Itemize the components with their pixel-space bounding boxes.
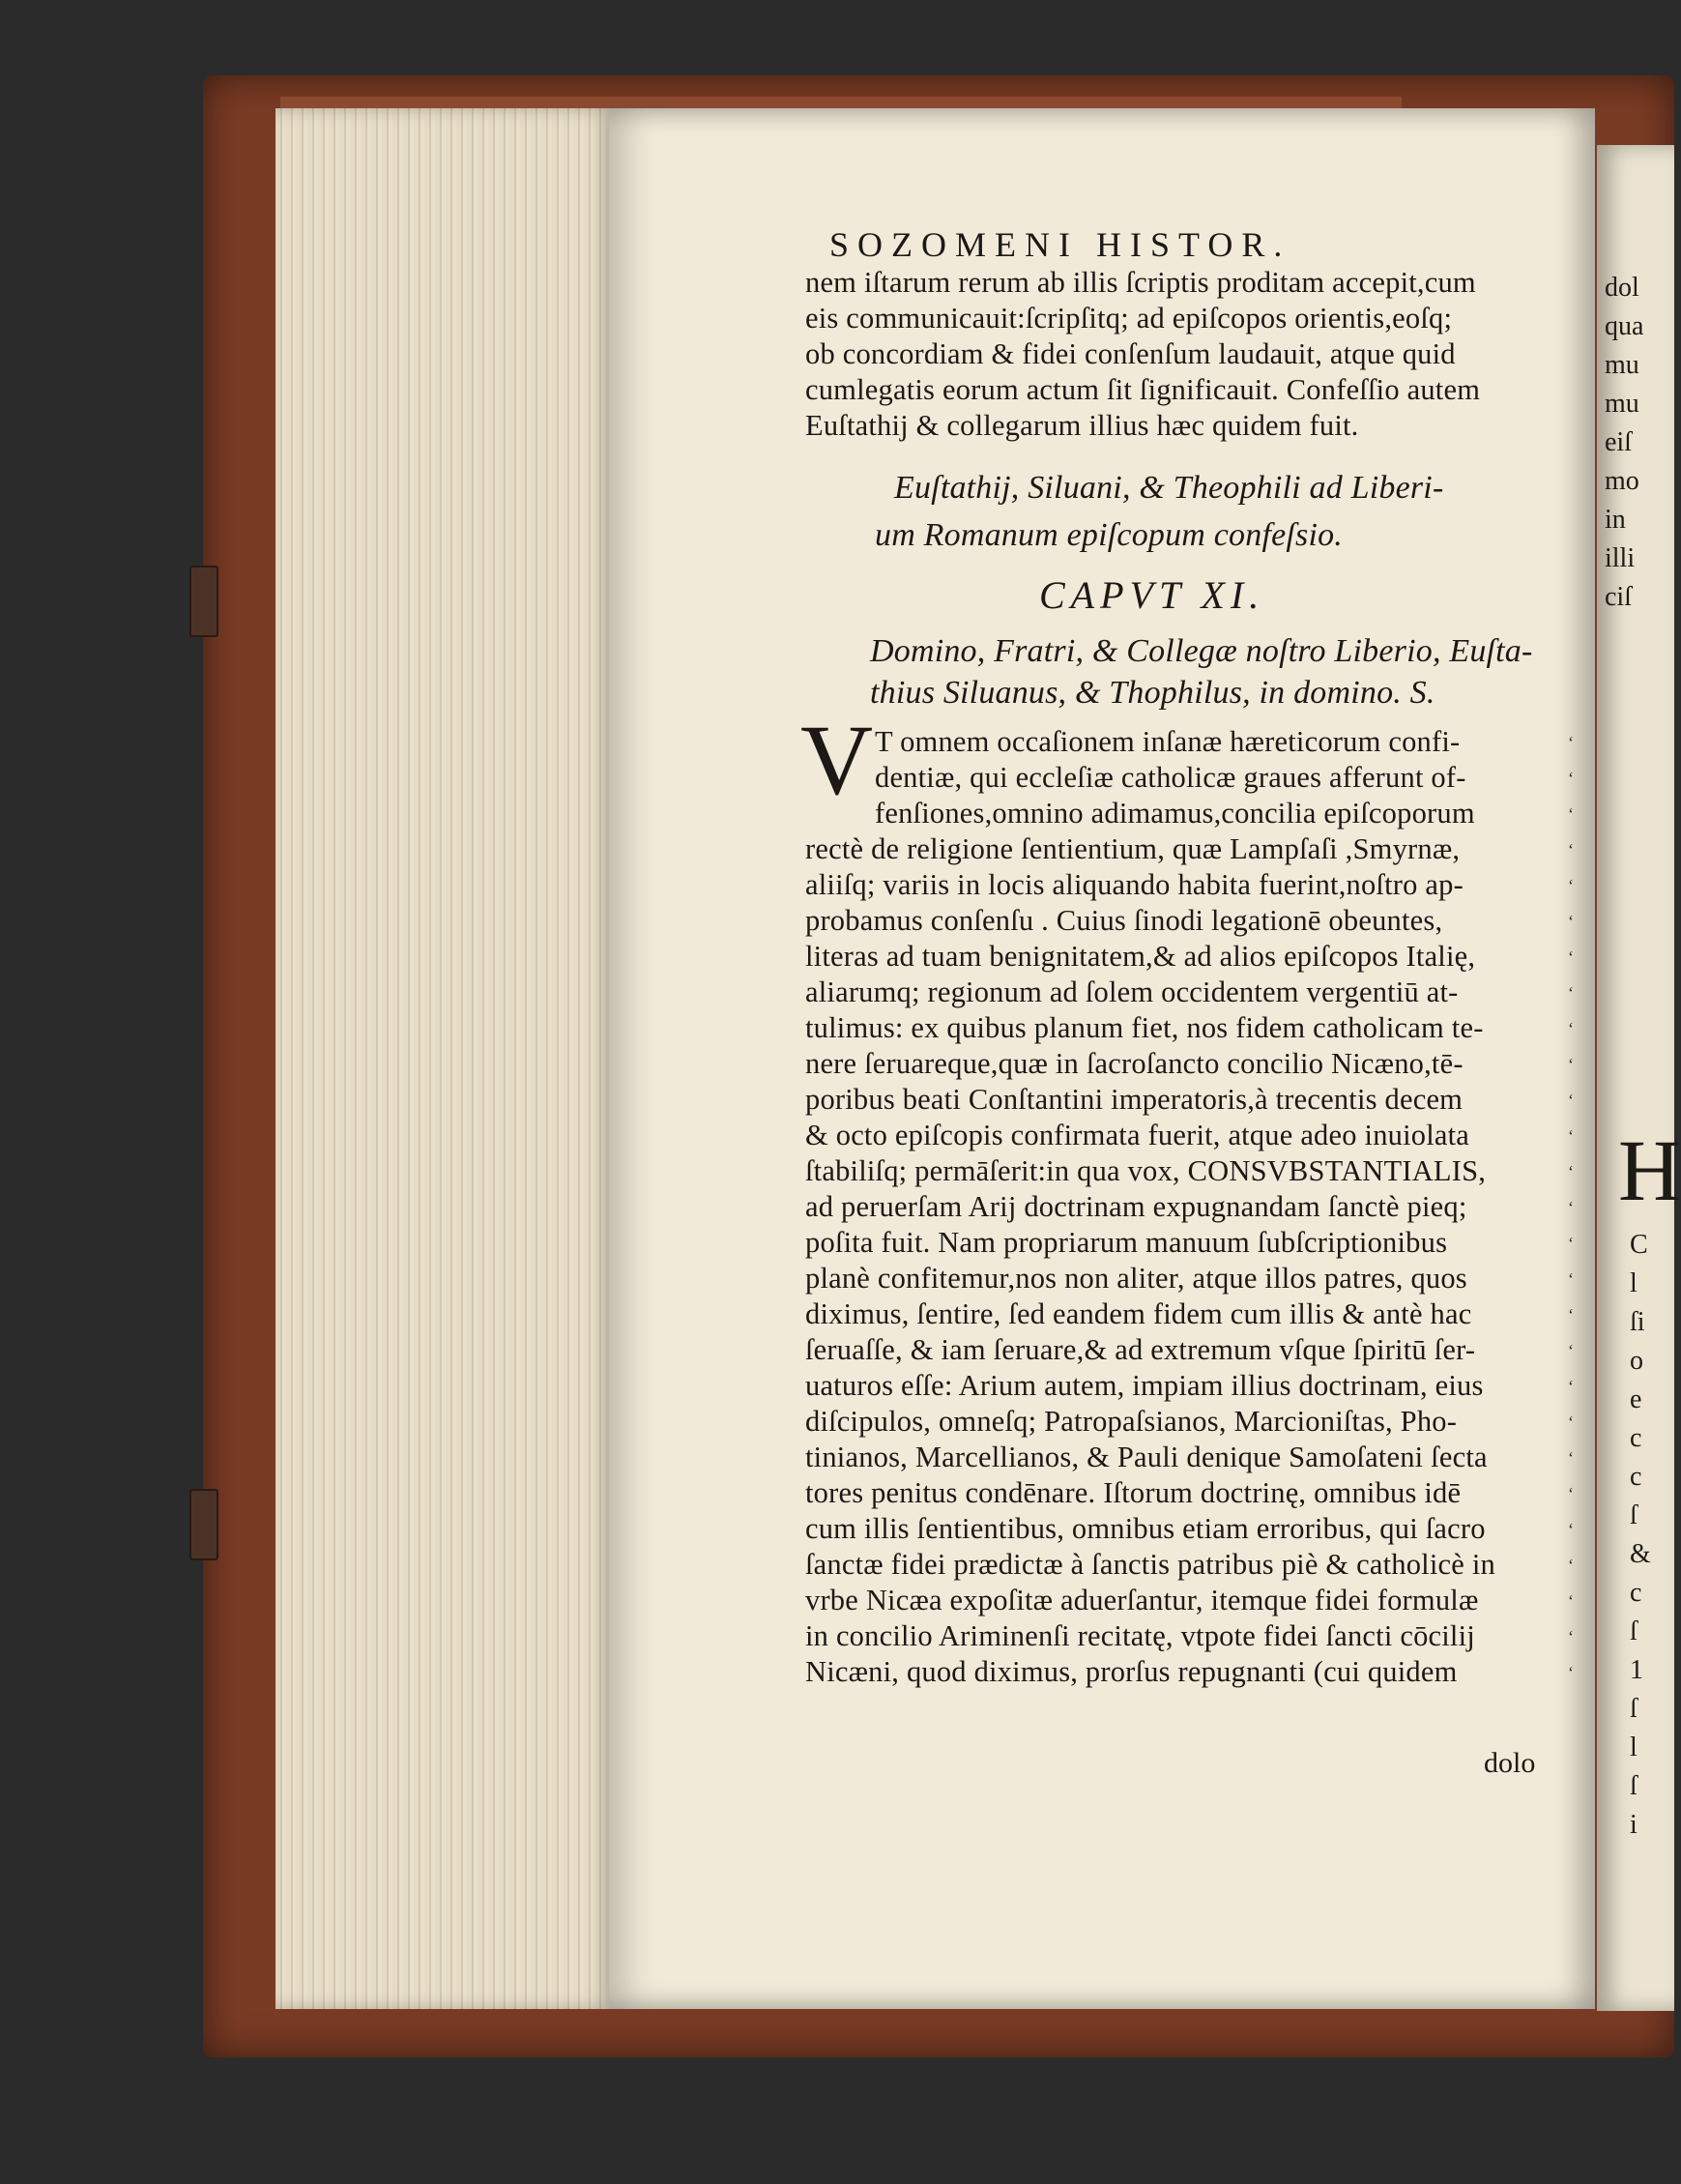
- quote-mark: ‘: [1568, 1663, 1574, 1682]
- next-page-text: ſ: [1630, 1616, 1638, 1646]
- quote-mark: ‘: [1568, 1484, 1574, 1503]
- quote-mark: ‘: [1568, 1377, 1574, 1396]
- chapter-title-line: um Romanum epiſcopum confeſsio.: [875, 517, 1344, 553]
- next-page-text: mo: [1605, 466, 1639, 496]
- text-line: vrbe Nicæa expoſitæ aduerſantur, itemque fidei formulæ: [805, 1584, 1479, 1616]
- quote-mark: ‘: [1568, 947, 1574, 967]
- next-page-text: l: [1630, 1733, 1638, 1762]
- next-page-text: ſ: [1630, 1694, 1638, 1724]
- text-line: poribus beati Conſtantini imperatoris,à trecentis decem: [805, 1083, 1464, 1116]
- text-line: in concilio Ariminenſi recitatę, vtpote fidei ſancti cōcilij: [805, 1619, 1475, 1652]
- page-block-edges: [275, 108, 614, 2009]
- quote-mark: ‘: [1568, 876, 1574, 895]
- text-line: diximus, ſentire, ſed eandem fidem cum illis & antè hac: [805, 1297, 1472, 1330]
- clasp-lower: [189, 1489, 218, 1560]
- quote-mark: ‘: [1568, 1019, 1574, 1038]
- right-page-fragment: [1597, 145, 1681, 2011]
- next-page-text: l: [1630, 1268, 1638, 1298]
- quote-mark: ‘: [1568, 1591, 1574, 1611]
- quote-mark: ‘: [1568, 1234, 1574, 1253]
- quote-mark: ‘: [1568, 1627, 1574, 1646]
- next-page-text: i: [1630, 1810, 1638, 1840]
- text-line: fenſiones,omnino adimamus,concilia epiſcoporum: [875, 797, 1475, 830]
- next-page-text: qua: [1605, 311, 1644, 341]
- text-line: literas ad tuam benignitatem,& ad alios epiſcopos Italię,: [805, 940, 1476, 973]
- quote-mark: ‘: [1568, 769, 1574, 788]
- next-page-text: ſi: [1630, 1307, 1645, 1337]
- text-line: diſcipulos, omneſq; Patropaſsianos, Marcioniſtas, Pho-: [805, 1405, 1458, 1438]
- quote-mark: ‘: [1568, 804, 1574, 824]
- quote-mark: ‘: [1568, 1091, 1574, 1110]
- quote-mark: ‘: [1568, 1341, 1574, 1360]
- text-line: ſanctæ fidei prædictæ à ſanctis patribus piè & catholicè in: [805, 1548, 1495, 1581]
- next-page-text: 1: [1630, 1655, 1643, 1685]
- quote-mark: ‘: [1568, 1448, 1574, 1468]
- quote-mark: ‘: [1568, 733, 1574, 752]
- quote-mark: ‘: [1568, 1556, 1574, 1575]
- text-line: aliiſq; variis in locis aliquando habita fuerint,noſtro ap-: [805, 868, 1464, 901]
- quote-mark: ‘: [1568, 1520, 1574, 1539]
- text-line: Euſtathij & collegarum illius hæc quidem fuit.: [805, 409, 1359, 442]
- salutation-line: Domino, Fratri, & Collegæ noſtro Liberio, Euſta-: [870, 633, 1533, 669]
- quote-mark: ‘: [1568, 1412, 1574, 1432]
- quote-mark: ‘: [1568, 1055, 1574, 1074]
- text-line: rectè de religione ſentientium, quæ Lampſaſi ,Smyrnæ,: [805, 832, 1461, 865]
- next-page-text: C: [1630, 1230, 1648, 1260]
- salutation-line: thius Siluanus, & Thophilus, in domino. S.: [870, 675, 1435, 711]
- text-line: poſita fuit. Nam propriarum manuum ſubſcriptionibus: [805, 1226, 1448, 1259]
- text-line: nem iſtarum rerum ab illis ſcriptis proditam accepit,cum: [805, 266, 1476, 299]
- next-page-text: ciſ: [1605, 582, 1632, 612]
- next-page-text: c: [1630, 1462, 1642, 1492]
- next-page-text: eiſ: [1605, 427, 1632, 457]
- quote-mark: ‘: [1568, 1126, 1574, 1146]
- drop-cap: V: [800, 705, 874, 816]
- text-line: cum illis ſentientibus, omnibus etiam erroribus, qui ſacro: [805, 1512, 1486, 1545]
- text-line: ad peruerſam Arij doctrinam expugnandam ſanctè pieq;: [805, 1190, 1467, 1223]
- text-line: dentiæ, qui eccleſiæ catholicæ graues afferunt of-: [875, 761, 1466, 794]
- quote-mark: ‘: [1568, 1305, 1574, 1325]
- next-page-text: ſ: [1630, 1771, 1638, 1801]
- text-line: tores penitus condēnare. Iſtorum doctrinę, omnibus idē: [805, 1476, 1462, 1509]
- clasp-upper: [189, 566, 218, 637]
- chapter-title-line: Euſtathij, Siluani, & Theophili ad Liberi-: [894, 470, 1444, 506]
- next-page-text: c: [1630, 1423, 1642, 1453]
- next-page-text: e: [1630, 1384, 1642, 1414]
- text-line: tinianos, Marcellianos, & Pauli denique Samoſateni ſecta: [805, 1441, 1488, 1473]
- quote-mark: ‘: [1568, 840, 1574, 859]
- text-line: ſtabiliſq; permāſerit:in qua vox, CONSVBSTANTIALIS,: [805, 1154, 1487, 1187]
- text-line: & octo epiſcopis confirmata fuerit, atque adeo inuiolata: [805, 1119, 1470, 1151]
- text-line: Nicæni, quod diximus, prorſus repugnanti (cui quidem: [805, 1655, 1458, 1688]
- next-page-text: c: [1630, 1578, 1642, 1608]
- text-line: aliarumq; regionum ad ſolem occidentem vergentiū at-: [805, 976, 1459, 1008]
- quote-mark: ‘: [1568, 912, 1574, 931]
- text-line: T omnem occaſionem inſanæ hæreticorum confi-: [875, 725, 1461, 758]
- quote-mark: ‘: [1568, 983, 1574, 1003]
- quote-mark: ‘: [1568, 1198, 1574, 1217]
- text-line: eis communicauit:ſcripſitq; ad epiſcopos orientis,eoſq;: [805, 302, 1453, 335]
- quote-mark: ‘: [1568, 1269, 1574, 1289]
- text-line: planè confitemur,nos non aliter, atque illos patres, quos: [805, 1262, 1467, 1295]
- next-page-text: o: [1630, 1346, 1643, 1376]
- text-line: ob concordiam & fidei conſenſum laudauit, atque quid: [805, 337, 1456, 370]
- chapter-heading: CAPVT XI.: [1039, 573, 1265, 617]
- next-page-initial: H: [1618, 1123, 1681, 1219]
- quote-mark: ‘: [1568, 1162, 1574, 1181]
- next-page-text: in: [1605, 505, 1626, 535]
- next-page-text: ſ: [1630, 1500, 1638, 1530]
- catchword: dolo: [1484, 1747, 1536, 1779]
- running-header: SOZOMENI HISTOR.: [829, 225, 1291, 264]
- text-line: uaturos eſſe: Arium autem, impiam illius doctrinam, eius: [805, 1369, 1484, 1402]
- text-line: nere ſeruareque,quæ in ſacroſancto concilio Nicæno,tē-: [805, 1047, 1464, 1080]
- text-line: ſeruaſſe, & iam ſeruare,& ad extremum vſque ſpiritū ſer-: [805, 1333, 1476, 1366]
- next-page-text: mu: [1605, 389, 1639, 419]
- next-page-text: dol: [1605, 273, 1639, 303]
- next-page-text: mu: [1605, 350, 1639, 380]
- next-page-text: illi: [1605, 543, 1636, 573]
- text-line: cumlegatis eorum actum ſit ſignificauit. Confeſſio autem: [805, 373, 1481, 406]
- next-page-text: &: [1630, 1539, 1651, 1569]
- text-line: probamus conſenſu . Cuius ſinodi legationē obeuntes,: [805, 904, 1443, 937]
- text-line: tulimus: ex quibus planum fiet, nos fidem catholicam te-: [805, 1011, 1484, 1044]
